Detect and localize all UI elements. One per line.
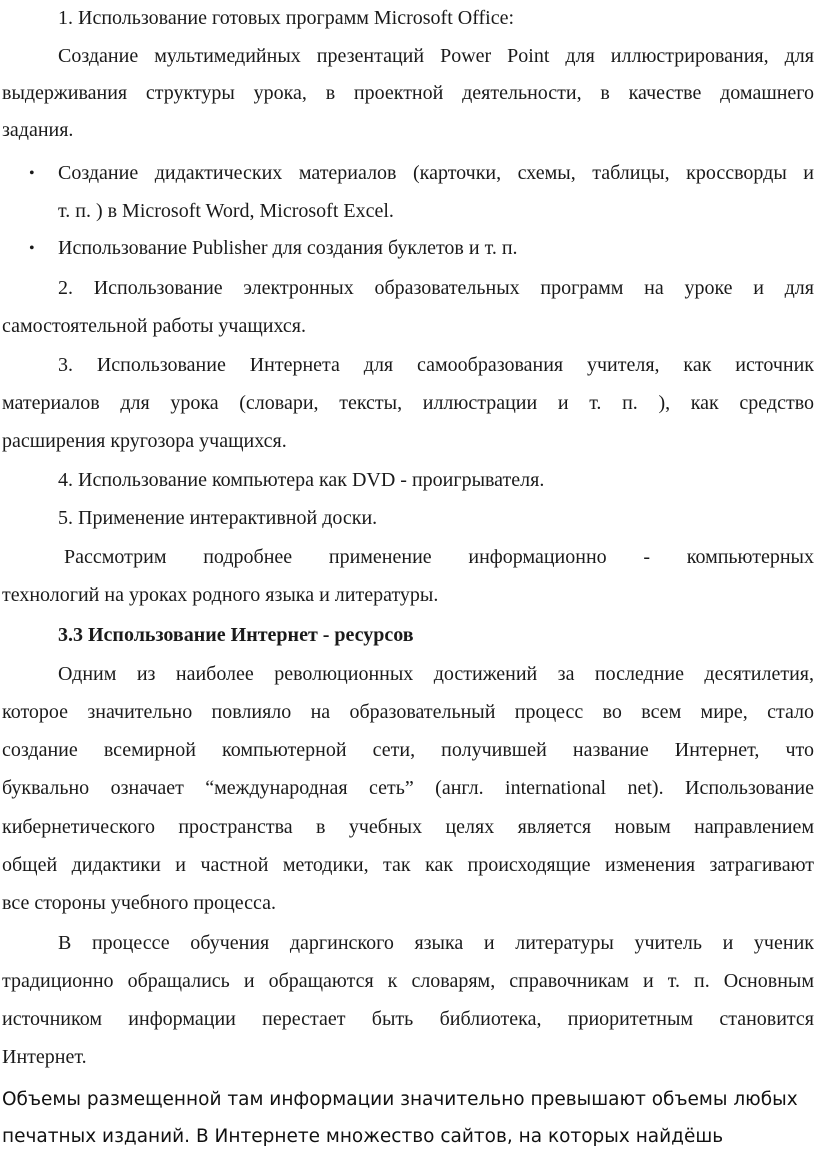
paragraph-line: 2. Использование электронных образовательных программ на уроке и для	[58, 277, 814, 299]
paragraph-line: материалов для урока (словари, тексты, иллюстрации и т. п. ), как средство	[2, 392, 814, 414]
paragraph-line: кибернетического пространства в учебных целях является новым направлением	[2, 816, 814, 838]
bullet-item-line: Использование Publisher для создания буклетов и т. п.	[58, 237, 518, 259]
paragraph-line: 3. Использование Интернета для самообразования учителя, как источник	[58, 354, 814, 376]
bullet-icon: •	[29, 165, 35, 182]
paragraph-line: В процессе обучения даргинского языка и литературы учитель и ученик	[58, 932, 814, 954]
paragraph-line: все стороны учебного процесса.	[2, 892, 276, 914]
paragraph-line: которое значительно повлияло на образовательный процесс во всем мире, стало	[2, 701, 814, 723]
paragraph-line: Рассмотрим подробнее применение информационно - компьютерных	[64, 546, 814, 568]
paragraph-line: расширения кругозора учащихся.	[2, 430, 287, 452]
paragraph-line: задания.	[2, 119, 74, 141]
paragraph-line: создание всемирной компьютерной сети, получившей название Интернет, что	[2, 739, 814, 761]
paragraph-line: буквально означает “международная сеть” (англ. international net). Использование	[2, 777, 814, 799]
paragraph-line: Одним из наиболее революционных достижений за последние десятилетия,	[58, 663, 814, 685]
bullet-item-line: т. п. ) в Microsoft Word, Microsoft Excel.	[58, 200, 394, 222]
paragraph-line: общей дидактики и частной методики, так как происходящие изменения затрагивают	[2, 854, 814, 876]
paragraph-line: Интернет.	[2, 1046, 87, 1068]
paragraph-line: традиционно обращались и обращаются к словарям, справочникам и т. п. Основным	[2, 970, 814, 992]
paragraph-line: технологий на уроках родного языка и литературы.	[2, 584, 439, 606]
paragraph-line-sans: Объемы размещенной там информации значительно превышают объемы любых	[2, 1089, 798, 1110]
section-heading: 3.3 Использование Интернет - ресурсов	[58, 624, 414, 646]
bullet-item-line: Создание дидактических материалов (карточки, схемы, таблицы, кроссворды и	[58, 162, 814, 184]
paragraph-line: 4. Использование компьютера как DVD - проигрывателя.	[58, 469, 545, 491]
paragraph-line-sans: печатных изданий. В Интернете множество сайтов, на которых найдёшь	[2, 1126, 724, 1147]
list-item-1-heading: 1. Использование готовых программ Microsoft Office:	[58, 7, 515, 29]
paragraph-line: выдерживания структуры урока, в проектной деятельности, в качестве домашнего	[2, 82, 814, 104]
bullet-icon: •	[29, 240, 35, 257]
paragraph-line: самостоятельной работы учащихся.	[2, 315, 306, 337]
paragraph-line: источником информации перестает быть библиотека, приоритетным становится	[2, 1008, 814, 1030]
paragraph-line: Создание мультимедийных презентаций Power Point для иллюстрирования, для	[58, 45, 814, 67]
paragraph-line: 5. Применение интерактивной доски.	[58, 507, 378, 529]
